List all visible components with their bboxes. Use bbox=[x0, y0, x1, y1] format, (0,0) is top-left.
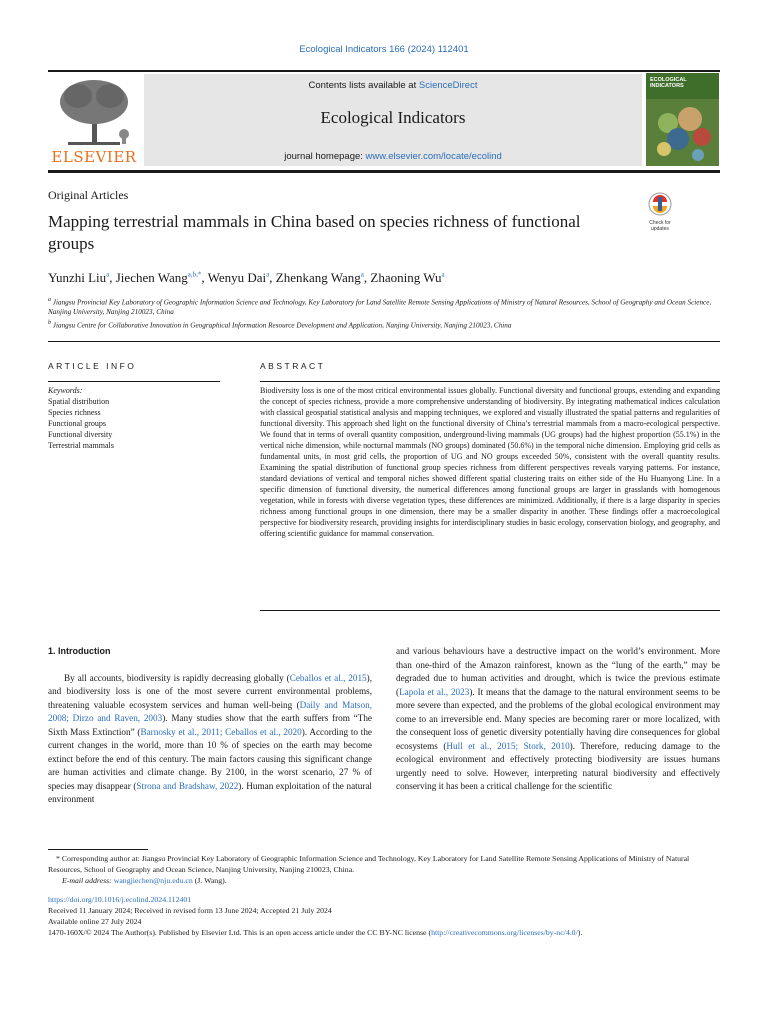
intro-text: By all accounts, biodiversity is rapidly decreasing globally ( bbox=[64, 672, 290, 683]
cover-art-icon bbox=[646, 73, 719, 166]
keyword-item: Species richness bbox=[48, 408, 101, 417]
header-bottom-rule bbox=[48, 170, 720, 173]
header-top-rule bbox=[48, 70, 720, 72]
intro-text: ). According to the current changes in the world, more than 10 % of species on the earth may become extinct before the end of this century. The main factors causing this significant change are human activities and climate change. By 2100, in the worst scenario, 27 % of species may disappear ( bbox=[48, 726, 372, 791]
article-info-rule bbox=[48, 381, 220, 382]
intro-text: ). It means that the damage to the natural environment seems to be more severe than expected, and the problems of the global ecological environment may come to an irreversible end. Many species are becoming rarer or more localized, with the consequent loss of genetic diversity potentially having dire consequences for global ecosystems ( bbox=[396, 686, 720, 751]
affiliation-marker: b bbox=[48, 320, 51, 326]
author-affil-marker[interactable]: a,b,* bbox=[187, 270, 202, 279]
author-name[interactable]: Zhenkang Wang bbox=[275, 270, 361, 285]
citation-link[interactable]: Ceballos et al., 2015 bbox=[289, 672, 367, 683]
affiliation-b bbox=[48, 318, 720, 330]
keywords-label: Keywords: bbox=[48, 386, 83, 395]
author-separator: , bbox=[363, 270, 371, 285]
citation-link[interactable]: Strona and Bradshaw, 2022 bbox=[136, 780, 239, 791]
email-link[interactable]: wangjiechen@nju.edu.cn bbox=[113, 876, 193, 885]
author-name[interactable]: Wenyu Dai bbox=[207, 270, 267, 285]
abstract-bottom-rule bbox=[260, 610, 720, 611]
author-affil-marker[interactable]: a bbox=[266, 270, 270, 279]
author-affil-marker[interactable]: a bbox=[360, 270, 364, 279]
cover-title: ECOLOGICAL INDICATORS bbox=[650, 77, 687, 89]
contents-line bbox=[144, 80, 642, 91]
email-line bbox=[48, 875, 720, 886]
keyword-item: Terrestrial mammals bbox=[48, 441, 114, 450]
citation-link[interactable]: Hull et al., 2015; Stork, 2010 bbox=[446, 740, 570, 751]
abstract-heading: ABSTRACT bbox=[260, 361, 326, 371]
footnotes bbox=[48, 853, 720, 938]
license-text: 1470-160X/© 2024 The Author(s). Published by Elsevier Ltd. This is an open access article under the CC BY-NC license ( bbox=[48, 928, 432, 937]
homepage-prefix: journal homepage: bbox=[284, 151, 366, 162]
intro-text: ). Therefore, reducing damage to the ecological environment and effectively protecting biodiversity are issues humans urgently need to solve. However, interpreting natural biodiversity and effectively conserving it has been a critical challenge for the scientific bbox=[396, 740, 721, 791]
author-name[interactable]: Yunzhi Liu bbox=[48, 270, 107, 285]
check-for-updates-button[interactable] bbox=[644, 192, 676, 232]
article-info-heading: ARTICLE INFO bbox=[48, 361, 137, 371]
journal-cover-image bbox=[646, 73, 719, 166]
affiliation-text: Jiangsu Provincial Key Laboratory of Geographic Information Science and Technology, Key Laboratory for Land Satellite Remote Sensing Applications of Ministry of Natural Resources, School of Geography and Ocean Science, Nanjing University, Nanjing 210023, China bbox=[48, 298, 712, 317]
check-for-updates-icon bbox=[647, 192, 673, 216]
journal-title: Ecological Indicators bbox=[320, 108, 466, 127]
intro-right-column bbox=[396, 645, 720, 794]
journal-citation-link[interactable]: Ecological Indicators 166 (2024) 112401 bbox=[299, 44, 469, 55]
intro-right-paragraph bbox=[396, 645, 720, 794]
abstract-text: Biodiversity loss is one of the most critical environmental issues globally. Functional diversity and functional groups, extending and expanding the concept of species richness, provide a more comprehensive understanding of biodiversity. By integrating mathematical indices calculation with classical geospatial statistical analysis and mapping techniques, we explored and visually illustrated the spatial patterns and regularities of functional diversity. This approach shed light on the functional diversity of China’s terrestrial mammals from a macro-ecological perspective. We found that in terms of overall quantity composition, underground-living mammals (UG groups) had the highest proportion (55.1%) in the vertical niche dimension, while nocturnal mammals (NO groups) dominated (50.6%) in the temporal niche dimension. Employing grid cells as fundamental units, in most grid cells, the proportion of UG and NO groups exceeded 50%, consistent with the overall quantity results. Examining the spatial distribution of functional group species richness from different perspectives reveals varying patterns. For instance, standard deviations of vertical and temporal niches showed different spatial clustering traits on either side of the Hu Huanyong Line. In a specific dimension of functional diversity, the numerical differences among functional groups are larger in grasslands with homogenous vegetation, while in forests with diverse vegetation types, these differences are minimized. Additionally, if there is a large disparity in species richness among functional groups in one dimension, there may be a smaller disparity in another. These findings offer a macroecological perspective for biodiversity research, providing insights for interdisciplinary studies in basic ecology, conservation biology, and geography, and offering scientific guidance for mammal conservation. bbox=[260, 386, 720, 538]
info-top-rule bbox=[48, 341, 720, 342]
citation-link[interactable]: Daily and Matson, 2008; Dirzo and Raven, 2003 bbox=[48, 699, 372, 723]
journal-header-box bbox=[144, 74, 642, 166]
homepage-link[interactable]: www.elsevier.com/locate/ecolind bbox=[365, 151, 502, 162]
intro-text: ). Many studies show that the earth suffers from “The Sixth Mass Extinction” ( bbox=[48, 713, 372, 737]
author-separator: , bbox=[269, 270, 276, 285]
contents-prefix: Contents lists available at bbox=[308, 80, 419, 91]
affiliation-text: Jiangsu Centre for Collaborative Innovation in Geographical Information Resource Development and Application, Nanjing University, Nanjing 210023, China bbox=[52, 321, 512, 330]
affiliation-marker: a bbox=[48, 297, 51, 303]
footnote-rule bbox=[48, 849, 148, 850]
keyword-item: Functional diversity bbox=[48, 430, 113, 439]
keyword-item: Functional groups bbox=[48, 419, 106, 428]
tree-logo-icon bbox=[48, 74, 140, 150]
sciencedirect-link[interactable]: ScienceDirect bbox=[418, 80, 478, 91]
publisher-wordmark: ELSEVIER bbox=[51, 148, 137, 166]
intro-left-paragraph bbox=[48, 672, 372, 807]
email-label: E-mail address: bbox=[62, 876, 112, 885]
license-line bbox=[48, 927, 720, 938]
author-name[interactable]: Zhaoning Wu bbox=[370, 270, 442, 285]
doi-link[interactable]: https://doi.org/10.1016/j.ecolind.2024.112401 bbox=[48, 895, 192, 904]
affiliation-a bbox=[48, 295, 720, 317]
intro-heading: 1. Introduction bbox=[48, 646, 111, 656]
author-separator: , bbox=[109, 270, 116, 285]
license-suffix: ). bbox=[577, 928, 583, 937]
section-type: Original Articles bbox=[48, 188, 129, 202]
author-name[interactable]: Jiechen Wang bbox=[115, 270, 188, 285]
available-online: Available online 27 July 2024 bbox=[48, 917, 142, 926]
keyword-item: Spatial distribution bbox=[48, 397, 110, 406]
paper-title: Mapping terrestrial mammals in China based on species richness of functional groups bbox=[48, 212, 581, 253]
citation-link[interactable]: Lapola et al., 2023 bbox=[399, 686, 470, 697]
intro-text: and various behaviours have a destructive impact on the world’s environment. More than one-third of the Amazon rainforest, known as the “lung of the earth,” may be degraded due to human activities and drought, which is twice the previous estimate ( bbox=[396, 646, 720, 697]
corresponding-author-note: * Corresponding author at: Jiangsu Provincial Key Laboratory of Geographic Information Science and Technology, Key Laboratory for Land Satellite Remote Sensing Applications of Ministry of Natural Resources, School of Geography and Ocean Science, Nanjing University, Nanjing 210023, China. bbox=[48, 854, 690, 874]
abstract-rule bbox=[260, 381, 720, 382]
check-for-updates-label: Check for updates bbox=[649, 220, 671, 232]
intro-left-column bbox=[48, 645, 372, 807]
author-separator: , bbox=[201, 270, 208, 285]
citation-link[interactable]: Barnosky et al., 2011; Ceballos et al., 2020 bbox=[140, 726, 302, 737]
author-affil-marker[interactable]: a bbox=[441, 270, 445, 279]
journal-homepage-line bbox=[144, 151, 642, 162]
author-list bbox=[48, 270, 445, 286]
license-link[interactable]: http://creativecommons.org/licenses/by-nc/4.0/ bbox=[431, 928, 578, 937]
keywords-block bbox=[48, 385, 114, 451]
email-suffix: (J. Wang). bbox=[192, 876, 227, 885]
elsevier-logo bbox=[48, 74, 140, 166]
intro-text: ), and biodiversity loss is one of the most severe current environmental problems, threatening valuable ecosystem services and human well-being ( bbox=[48, 672, 372, 710]
intro-text: ). Human exploitation of the natural environment bbox=[48, 780, 372, 804]
author-affil-marker[interactable]: a bbox=[106, 270, 110, 279]
received-dates: Received 11 January 2024; Received in revised form 13 June 2024; Accepted 21 July 2024 bbox=[48, 906, 332, 915]
